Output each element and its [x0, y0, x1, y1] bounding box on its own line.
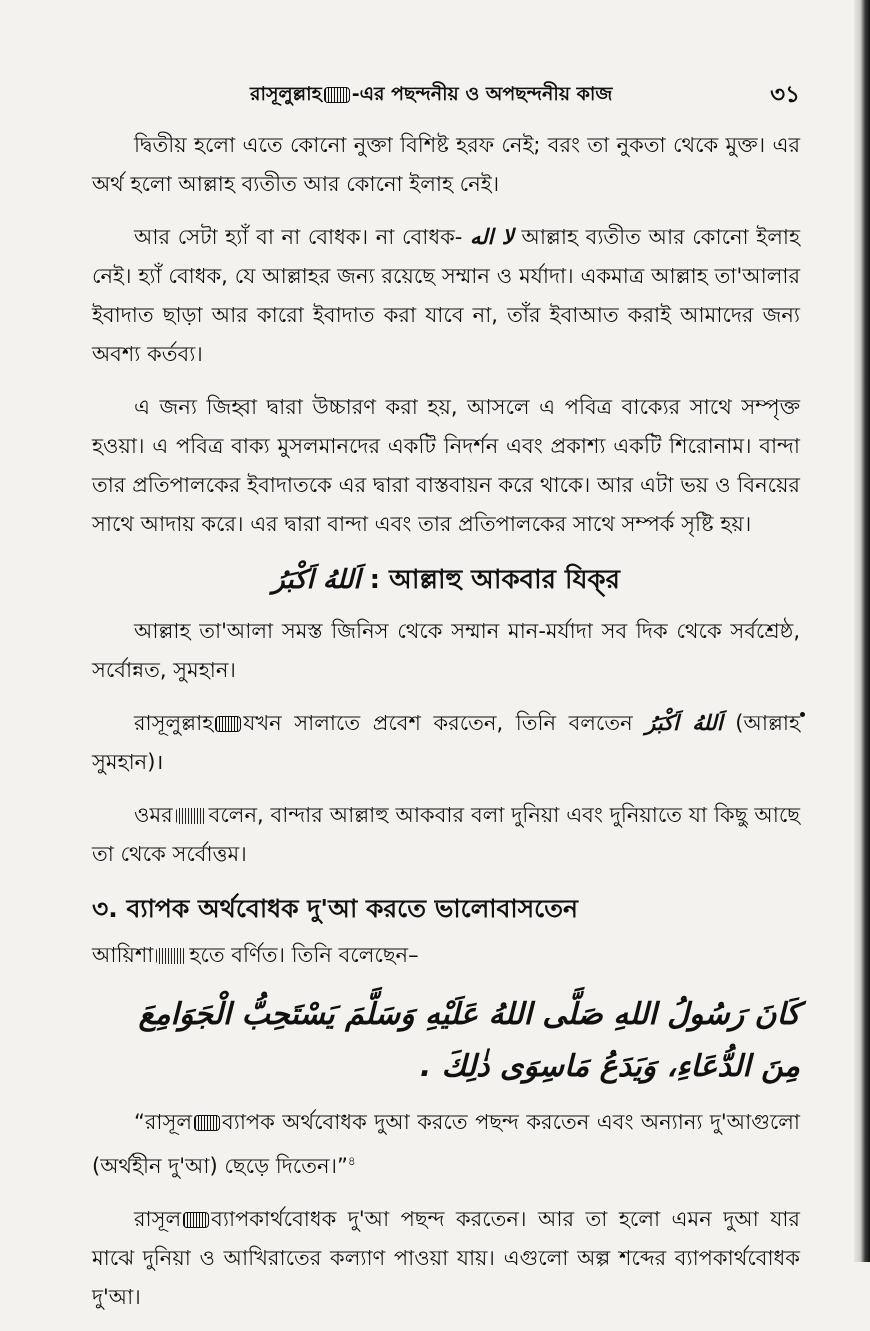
paragraph-3: এ জন্য জিহ্বা দ্বারা উচ্চারণ করা হয়, আসলে এ পবিত্র বাক্যের সাথে সম্পৃক্ত হওয়া। এ পবিত্র বাক্য মুসলমানদের একটি নিদর্শন এবং প্রকাশ্য একটি শিরোনাম। বান্দা তার প্রতিপালকের ইবাদাতকে এর দ্বারা বাস্তবায়ন করে থাকে। আর এটা ভয় ও বিনয়ের সাথে আদায় করে। এর দ্বারা বান্দা এবং তার প্রতিপালকের সাথে সম্পর্ক সৃষ্টি হয়। — [92, 395, 800, 536]
p2-arabic: لا اله — [470, 225, 514, 249]
takbir-heading-text: : আল্লাহু আকবার যিক্‌র — [369, 565, 620, 595]
paragraph-5 — [92, 704, 800, 782]
page-edge-shadow — [854, 0, 870, 1262]
section-heading-takbir — [92, 558, 800, 602]
running-head-pre: রাসূলুল্লাহ — [250, 83, 322, 105]
p6-text-pre: ওমর — [134, 803, 173, 827]
takbir-arabic: اَللهُ اَكْبَرُ — [272, 565, 361, 595]
section-heading-3: ৩. ব্যাপক অর্থবোধক দু'আ করতে ভালোবাসতেন — [92, 894, 578, 923]
p5-text-mid: যখন সালাতে প্রবেশ করতেন, তিনি বলতেন — [243, 711, 633, 735]
running-head-post: -এর পছন্দনীয় ও অপছন্দনীয় কাজ — [351, 83, 613, 105]
page-number: ৩১ — [770, 82, 800, 108]
paragraph-6 — [92, 796, 800, 874]
paragraph-7 — [92, 936, 800, 975]
p2-text-post: আল্লাহ ব্যতীত আর কোনো ইলাহ নেই। হ্যাঁ বোধক, যে আল্লাহর জন্য রয়েছে সম্মান ও মর্যাদা। একমাত্র আল্লাহ তা'আলার ইবাদাত ছাড়া আর কারো ইবাদাত করা যাবে না, তাঁর ইবাআত করাই আমাদের জন্য অবশ্য কর্তব্য। — [92, 225, 800, 366]
p5-text-pre: রাসূলুল্লাহ — [134, 711, 214, 735]
p2-text-pre: আর সেটা হ্যাঁ বা না বোধক। না বোধক- — [134, 225, 463, 249]
p8-text-pre: “রাসূল — [134, 1110, 193, 1134]
p7-text-post: হতে বর্ণিত। তিনি বলেছেন– — [189, 943, 419, 967]
paragraph-9 — [92, 1200, 800, 1317]
page-header — [100, 74, 800, 114]
p5-arabic: اَللهُ اَكْبَرُ — [645, 711, 723, 735]
page-body — [92, 126, 800, 1331]
p5-text-post: (আল্লাহ সুমহান)। — [92, 711, 800, 774]
paragraph-1: দ্বিতীয় হলো এতে কোনো নুক্তা বিশিষ্ট হরফ নেই; বরং তা নুকতা থেকে মুক্ত। এর অর্থ হলো আল্লাহ ব্যতীত আর কোনো ইলাহ নেই। — [92, 133, 800, 196]
hadith-arabic: كَانَ رَسُولُ اللهِ صَلَّى اللهُ عَلَيْهِ وَسَلَّمَ يَسْتَحِبُّ الْجَوَامِعَ مِنَ الدُّعَاءِ، وَيَدَعُ مَاسِوَى ذٰلِكَ . — [138, 997, 800, 1084]
p9-text-post: ব্যাপকার্থবোধক দু'আ পছন্দ করতেন। আর তা হলো এমন দুআ যার মাঝে দুনিয়া ও আখিরাতের কল্যাণ পাওয়া যায়। এগুলো অল্প শব্দের ব্যাপকার্থবোধক দু'আ। — [92, 1207, 800, 1309]
ink-dot — [800, 712, 805, 717]
p9-text-pre: রাসূল — [134, 1207, 182, 1231]
radiallahu-emblem-icon — [176, 808, 206, 824]
running-head — [250, 80, 612, 112]
p7-text-pre: আয়িশা — [92, 943, 154, 967]
paragraph-8 — [92, 1103, 800, 1186]
p6-text-post: বলেন, বান্দার আল্লাহু আকবার বলা দুনিয়া এবং দুনিয়াতে যা কিছু আছে তা থেকে সর্বোত্তম। — [92, 803, 800, 866]
salawat-emblem-icon — [183, 1212, 209, 1228]
radiallahu-emblem-icon — [156, 948, 186, 964]
salawat-emblem-icon — [324, 87, 350, 103]
paragraph-2 — [92, 218, 800, 374]
salawat-emblem-icon — [215, 716, 241, 732]
footnote-marker: ৪ — [347, 1154, 356, 1168]
paragraph-4: আল্লাহ তা'আলা সমস্ত জিনিস থেকে সম্মান মান-মর্যাদা সব দিক থেকে সর্বশ্রেষ্ঠ, সর্বোন্নত, সুমহান। — [92, 619, 800, 682]
p8-text-post: ব্যাপক অর্থবোধক দুআ করতে পছন্দ করতেন এবং অন্যান্য দু'আগুলো (অর্থহীন দু'আ) ছেড়ে দিতেন।” — [92, 1110, 800, 1178]
salawat-emblem-icon — [194, 1115, 220, 1131]
